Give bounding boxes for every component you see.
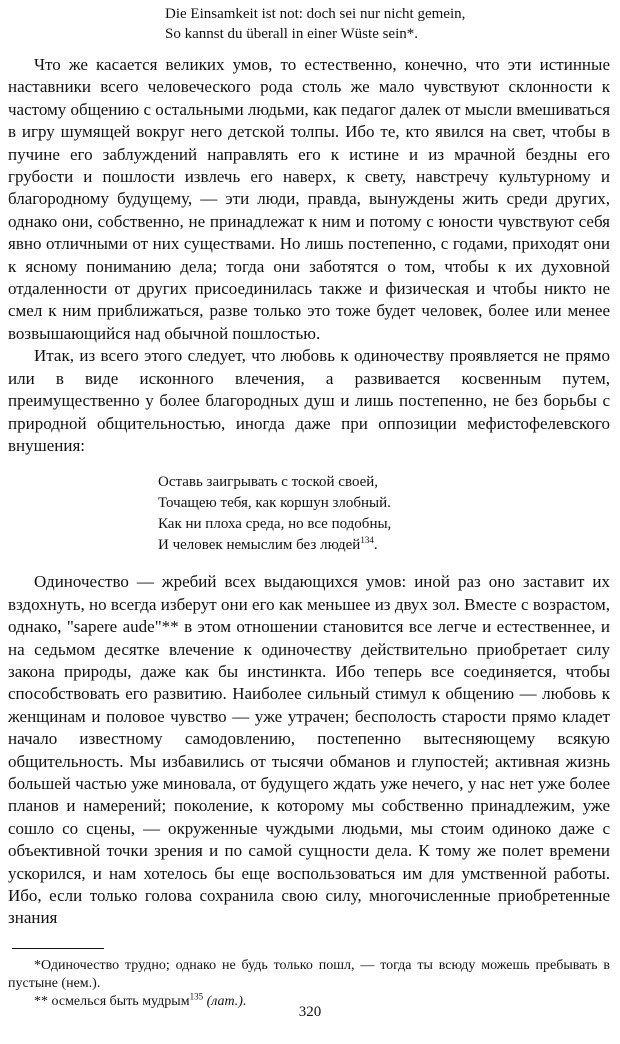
paragraph: Итак, из всего этого следует, что любовь к одиночеству проявляется не прямо или в виде исконного влечения, а развивается косвенным путем, преимущественно у более благородных душ и лишь постепенно, не без борьбы с природной общительностью, иногда даже при оппозиции мефистофелевского внушения: xyxy=(8,346,610,455)
footnote-divider xyxy=(12,948,104,949)
body-text xyxy=(8,54,610,930)
poem-line-text: И человек немыслим без людей xyxy=(158,537,361,554)
poem-line: Точащею тебя, как коршун злобный. xyxy=(158,495,391,512)
poem-quote xyxy=(158,472,610,556)
poem-line: Оставь заигрывать с тоской своей, xyxy=(158,474,379,491)
footnote-language: (лат.). xyxy=(203,993,247,1009)
poem-line: Как ни плоха среда, но все подобны, xyxy=(158,516,392,533)
paragraph: Одиночество — жребий всех выдающихся умов: иной раз оно заставит их вздохнуть, но всегда изберут они его как меньшее из двух зол. Вместе с возрастом, однако, "sapere aude"** в этом отношении становится все легче и естественнее, и на седьмом десятке влечение к одиночеству действительно приобретает силу закона природы, даже как бы инстинкта. Ибо теперь все соединяется, чтобы способствовать его развитию. Наиболее сильный стимул к общению — любовь к женщинам и половое чувство — уже утрачен; бесполость старости прямо кладет начало известному самодовлению, постепенно вытесняющему всякую общительность. Мы избавились от тысячи обманов и глупостей; активная жизнь большей частью уже миновала, от будущего ждать уже нечего, у нас нет уже более планов и намерений; поколение, к которому мы собственно принадлежим, уже сошло со сцены, — окруженные чуждыми людьми, мы стоим одиноко даже с объективной точки зрения и по самой сущности дела. К тому же полет времени ускорился, и нам хотелось бы еще воспользоваться им для умственной работы. Ибо, если только голова сохранила свою силу, многочисленные приобретенные знания xyxy=(8,572,610,928)
note-reference: 134 xyxy=(360,535,374,546)
note-reference: 135 xyxy=(189,991,204,1002)
footnote: *Одиночество трудно; однако не будь только пошл, — тогда ты всюду можешь пребывать в пустыне (нем.). xyxy=(8,957,610,991)
epigraph-line: So kannst du überall in einer Wüste sein*. xyxy=(165,26,419,42)
poem-line-end: . xyxy=(373,537,378,554)
footnotes xyxy=(8,957,610,1011)
epigraph xyxy=(165,4,610,44)
page-number: 320 xyxy=(298,1004,322,1020)
paragraph: Что же касается великих умов, то естественно, конечно, что эти истинные наставники всего человеческого рода столь же мало чувствуют склонности к частому общению с остальными людьми, как педагог далек от мысли вмешиваться в игру шумящей вокруг него детской толпы. Ибо те, кто явился на свет, чтобы в пучине его заблуждений направлять его к истине и из мрачной бездны его грубости и пошлости извлечь его наверх, к свету, навстречу культурному и благородному будущему, — эти люди, правда, вынуждены жить среди других, однако они, собственно, не принадлежат к ним и потому с юности чувствуют себя явно отличными от них существами. Но лишь постепенно, с годами, приходят они к ясному пониманию дела; тогда они заботятся о том, чтобы к их духовной отдаленности от других присоединилась также и физическая и чтобы никто не смел к ним приближаться, разве только это тоже будет человек, более или менее возвышающийся над обычной пошлостью. xyxy=(8,55,611,343)
epigraph-line: Die Einsamkeit ist not: doch sei nur nicht gemein, xyxy=(165,6,466,22)
footnote-text: ** осмелься быть мудрым xyxy=(34,993,190,1009)
poem-line xyxy=(158,535,610,556)
